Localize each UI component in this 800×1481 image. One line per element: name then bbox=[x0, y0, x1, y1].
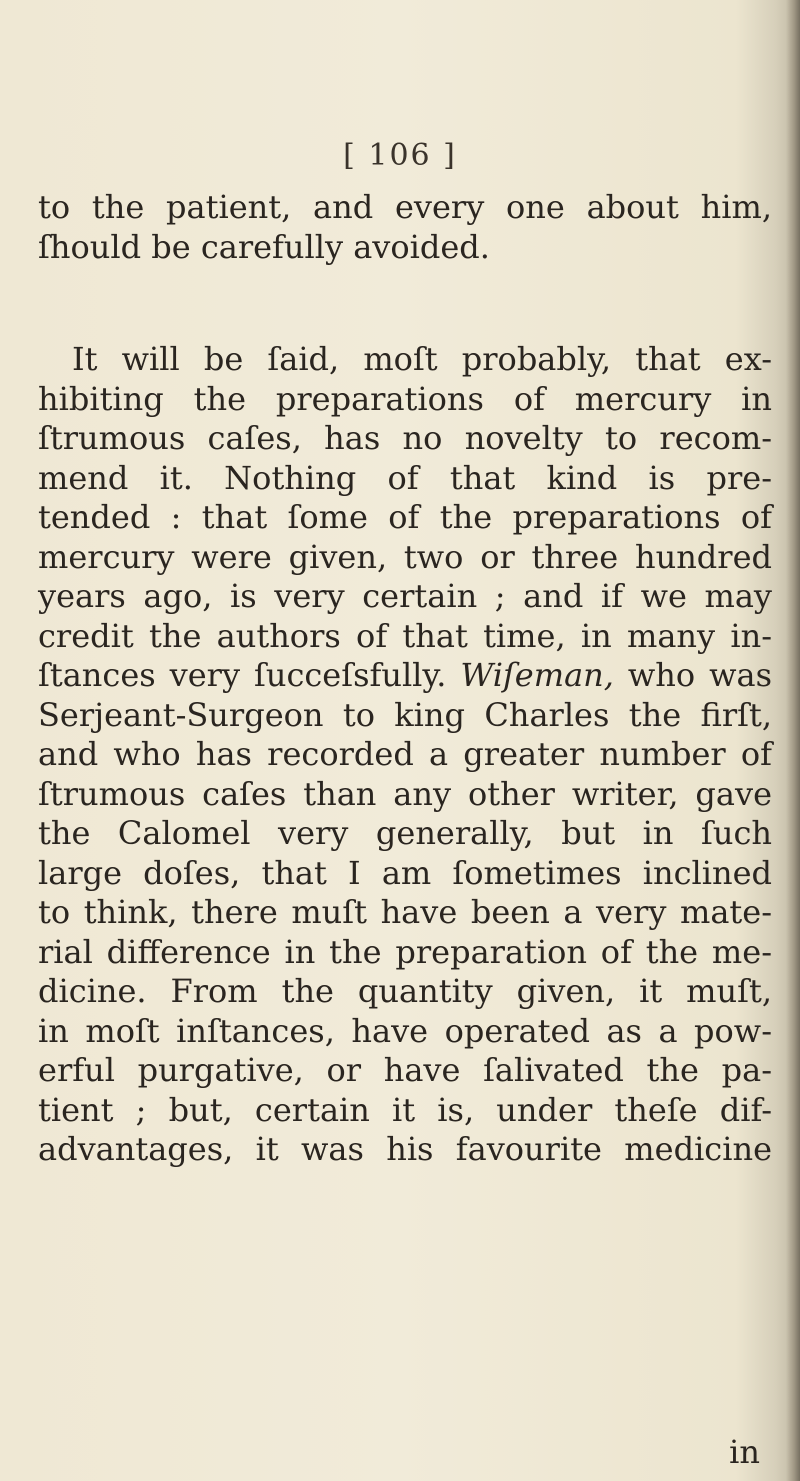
text-line: large doſes, that I am ſometimes inclined bbox=[38, 853, 772, 892]
text-line: ſhould be carefully avoided. bbox=[38, 227, 490, 266]
text-line: in moſt inſtances, have operated as a pow- bbox=[38, 1011, 772, 1050]
page-number: [ 106 ] bbox=[343, 138, 457, 173]
catchword: in bbox=[729, 1433, 760, 1471]
text-line: tient ; but, certain it is, under theſe dif- bbox=[38, 1090, 772, 1129]
text-line: tended : that ſome of the preparations of bbox=[38, 498, 772, 536]
text-line: credit the authors of that time, in many in- bbox=[38, 616, 772, 655]
text-line: years ago, is very certain ; and if we may bbox=[38, 577, 772, 615]
text-line: and who has recorded a greater number of bbox=[38, 735, 772, 773]
text-line: hibiting the preparations of mercury in bbox=[38, 379, 772, 418]
text-segment: ſtances very ſucceſsfully. bbox=[38, 656, 447, 694]
italic-name: Wiſeman, bbox=[460, 656, 614, 694]
text-line: dicine. From the quantity given, it muſt, bbox=[38, 972, 772, 1010]
paragraph-1 bbox=[38, 188, 772, 267]
paragraph-2 bbox=[38, 340, 772, 1170]
text-line: ſtrumous caſes, has no novelty to recom- bbox=[38, 419, 772, 457]
text-line: to think, there muſt have been a very mate- bbox=[38, 893, 772, 931]
text-line: mend it. Nothing of that kind is pre- bbox=[38, 458, 772, 497]
text-line-mixed bbox=[38, 656, 772, 696]
text-line: erful purgative, or have ſalivated the pa- bbox=[38, 1051, 772, 1089]
text-line: to the patient, and every one about him, bbox=[38, 188, 772, 226]
text-line: mercury were given, two or three hundred bbox=[38, 537, 772, 576]
text-line: Serjeant-Surgeon to king Charles the firſt, bbox=[38, 695, 772, 734]
text-line: the Calomel very generally, but in ſuch bbox=[38, 814, 772, 852]
text-line: advantages, it was his favourite medicine bbox=[38, 1130, 772, 1168]
page-edge-shadow bbox=[786, 0, 800, 1481]
text-segment: who was bbox=[627, 656, 773, 694]
text-line: rial difference in the preparation of the me- bbox=[38, 932, 772, 971]
text-line: ſtrumous caſes than any other writer, gave bbox=[38, 774, 772, 813]
text-line: It will be ſaid, moſt probably, that ex- bbox=[72, 340, 772, 378]
